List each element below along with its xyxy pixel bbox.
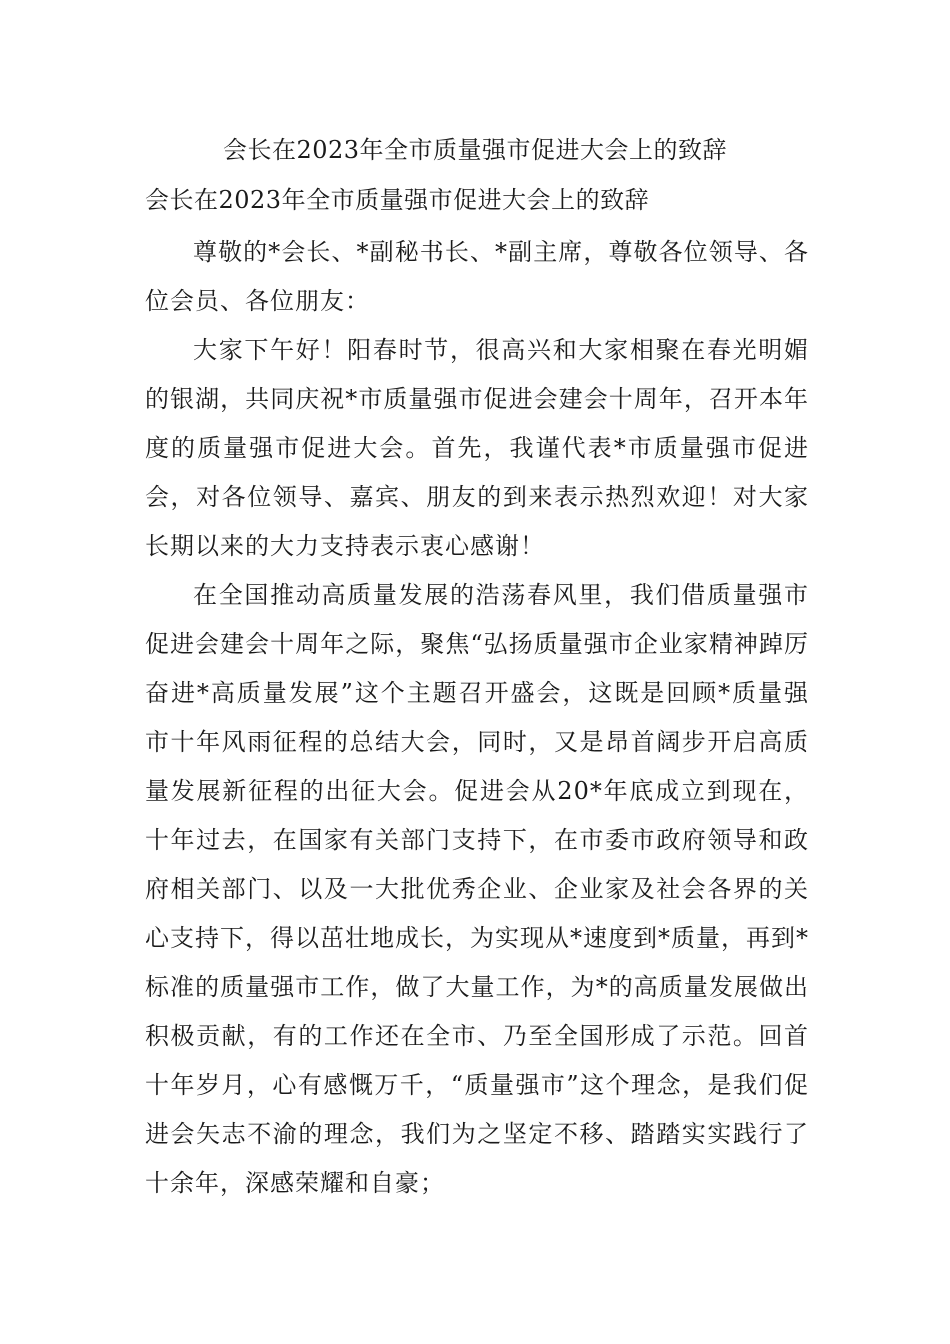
- header-title: 会长在2023年全市质量强市促进大会上的致辞: [222, 136, 728, 164]
- salutation-paragraph: 尊敬的*会长、*副秘书长、*副主席，尊敬各位领导、各位会员、各位朋友：: [145, 238, 809, 315]
- body-paragraph: 在全国推动高质量发展的浩荡春风里，我们借质量强市促进会建会十周年之际，聚焦“弘扬质量强市企业家精神踔厉奋进*高质量发展”这个主题召开盛会，这既是回顾*质量强市十年风雨征程的总结大会，同时，又是昂首阔步开启高质量发展新征程的出征大会。促进会从20*年底成立到现在，十年过去，在国家有关部门支持下，在市委市政府领导和政府相关部门、以及一大批优秀企业、企业家及社会各界的关心支持下，得以茁壮地成长，为实现从*速度到*质量，再到*标准的质量强市工作，做了大量工作，为*的高质量发展做出积极贡献，有的工作还在全市、乃至全国形成了示范。回首十年岁月，心有感慨万千，“质量强市”这个理念，是我们促进会矢志不渝的理念，我们为之坚定不移、踏踏实实践行了十余年，深感荣耀和自豪；: [145, 581, 809, 1197]
- greeting-paragraph: 大家下午好！阳春时节，很高兴和大家相聚在春光明媚的银湖，共同庆祝*市质量强市促进会建会十周年，召开本年度的质量强市促进大会。首先，我谨代表*市质量强市促进会，对各位领导、嘉宾、朋友的到来表示热烈欢迎！对大家长期以来的大力支持表示衷心感谢！: [145, 336, 809, 560]
- document-body: [145, 228, 809, 1208]
- document-title: 会长在2023年全市质量强市促进大会上的致辞: [145, 186, 650, 214]
